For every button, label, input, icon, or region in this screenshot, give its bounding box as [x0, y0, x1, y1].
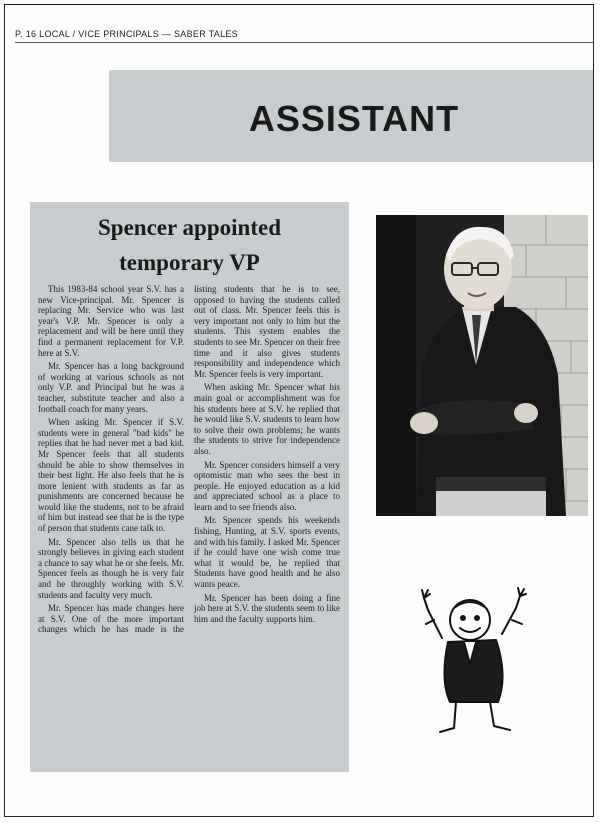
article-paragraph: Mr. Spencer has been doing a fine job here at S.V. the students seem to like him and the faculty supports him. — [194, 592, 340, 624]
article-paragraph: This 1983-84 school year S.V. has a new Vice-principal. Mr. Spencer is replacing Mr. Service who was last year's V.P. Mr. Spencer is only a replacement and will be here until they find a permanent replacement for V.P. here at S.V. — [38, 284, 184, 358]
portrait-photo-drawing — [376, 215, 588, 516]
article-paragraph: Mr. Spencer also tells us that he strongly believes in giving each student a chance to say what he or she feels. Mr. Spencer feels as though he is very fair and he throughly working with S.V. students and faculty very much. — [38, 536, 184, 600]
article-headline — [30, 210, 349, 280]
banner-title: ASSISTANT — [248, 98, 460, 139]
article-paragraph: When asking Mr. Spencer what his main goal or accomplishment was for his students here at S.V. he replied that he would like S.V. students to learn how to solve their own problems; he wants the students to strive for independence also. — [194, 382, 340, 456]
headline-line-1: Spencer appointed — [98, 215, 281, 240]
article-body — [38, 284, 340, 635]
page-header: P. 16 LOCAL / VICE PRINCIPALS — SABER TALES — [15, 29, 238, 39]
article-paragraph: Mr. Spencer has a long background of working at various schools as not only V.P. and Principal but he was a teacher, substitute teacher and also a football coach for many years. — [38, 361, 184, 414]
article-paragraph: Mr. Spencer has made changes here at S.V. One of the more important changes which he has made is the listing students that he is to see, opposed to having the students called out of class. Mr. Spencer feels this is very important not only to him but the students. This system enables the students to see Mr. Spencer on their free time and it also gives students responsibility and independence which Mr. Spencer feels is very important. — [38, 284, 340, 635]
header-rule — [15, 42, 593, 43]
article-paragraph: Mr. Spencer considers himself a very optomistic man who sees the best in people. He enjoyed education as a kid and appreciated school as a place to learn and to see friends also. — [194, 459, 340, 512]
article-box — [30, 202, 349, 772]
portrait-photo-icon — [376, 215, 588, 516]
headline-line-2: temporary VP — [119, 250, 260, 275]
article-paragraph: When asking Mr. Spencer if S.V. students were in general "bad kids" he replies that he had never met a bad kid. Mr Spencer feels that all students should be able to show themselves in their best light. He also feels that he is more lenient with students as far as punishments are concerned because he would like the students, not to be afraid of him but instead see that he is the type of person that students cane talk to. — [38, 417, 184, 534]
cartoon-man-icon — [420, 580, 530, 740]
section-banner — [109, 70, 594, 162]
page-frame — [4, 4, 594, 817]
article-paragraph: Mr. Spencer spends his weekends fishing, Hunting, at S.V. sports events, and with his family. I asked Mr. Spencer if he could have one wish come true what it would be, he replied that Students have good health and he also wants peace. — [194, 515, 340, 590]
